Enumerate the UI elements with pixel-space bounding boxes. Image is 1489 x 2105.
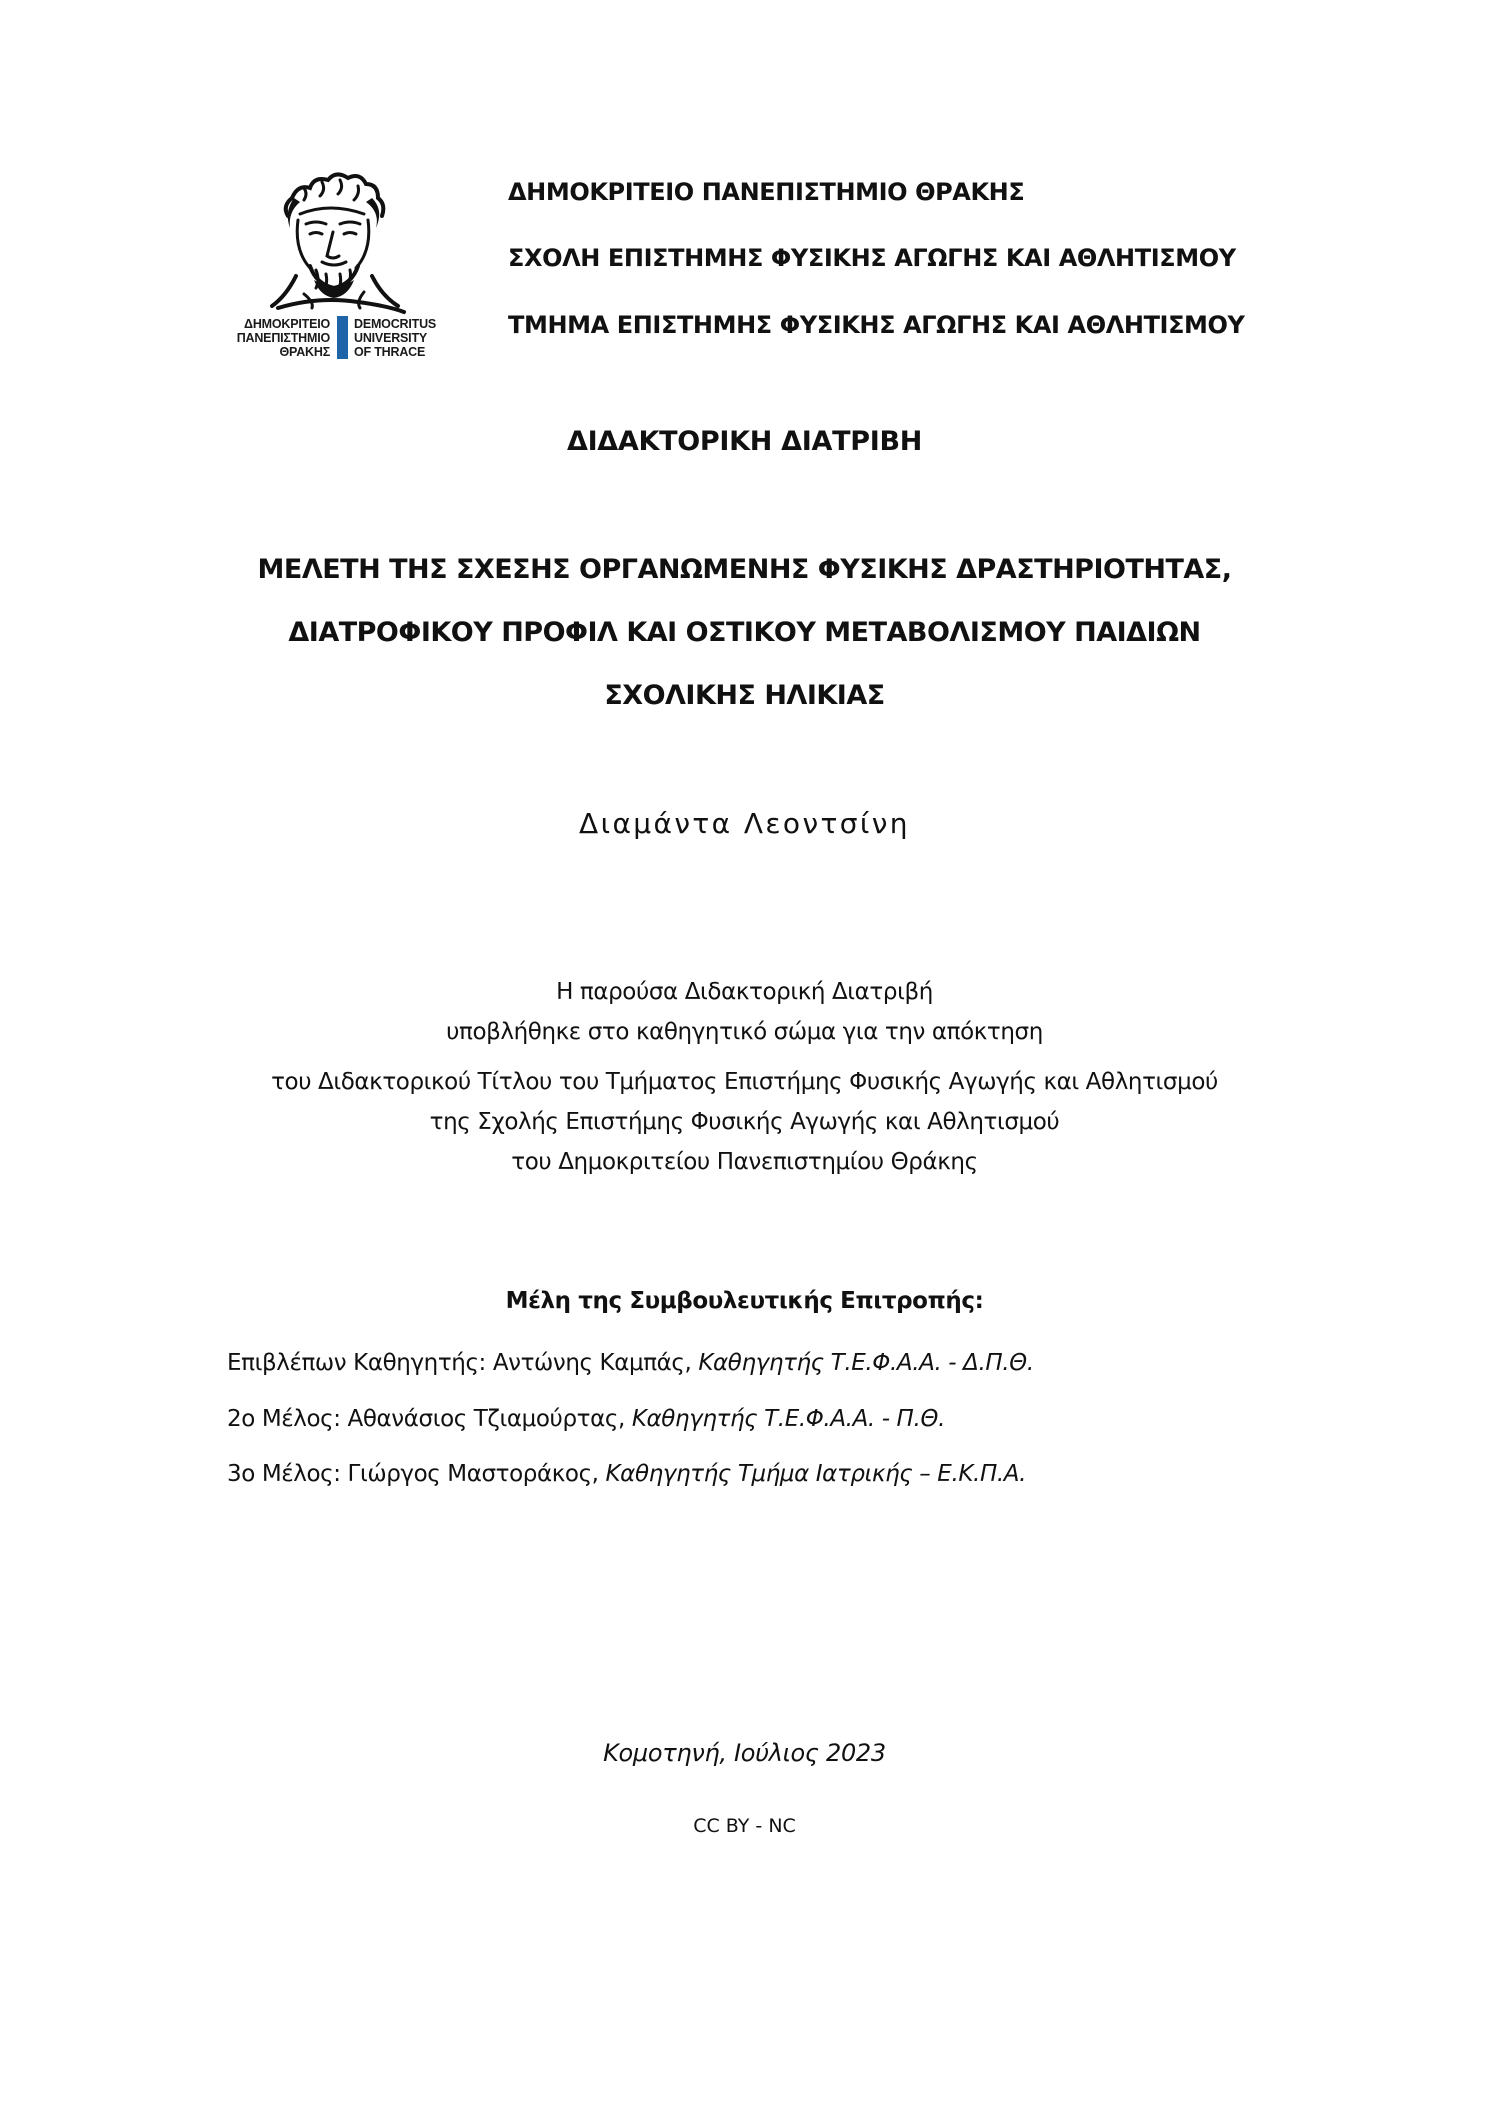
statement-line: υποβλήθηκε στο καθηγητικό σώμα για την απόκτηση [446,1019,1043,1045]
member-name: 2ο Μέλος: Αθανάσιος Τζιαμούρτας, [227,1406,632,1432]
member-name: Επιβλέπων Καθηγητής: Αντώνης Καμπάς, [227,1350,699,1376]
university-name: ΔΗΜΟΚΡΙΤΕΙΟ ΠΑΝΕΠΙΣΤΗΜΙΟ ΘΡΑΚΗΣ [508,178,1025,206]
committee-heading: Μέλη της Συμβουλευτικής Επιτροπής: [505,1288,984,1314]
logo-greek-line: ΔΗΜΟΚΡΙΤΕΙΟ [244,317,330,331]
member-role: Καθηγητής Τ.Ε.Φ.Α.Α. - Π.Θ. [631,1406,945,1432]
member-name: 3ο Μέλος: Γιώργος Μαστοράκος, [227,1461,606,1487]
logo-text-english [354,317,464,359]
department-name: ΤΜΗΜΑ ΕΠΙΣΤΗΜΗΣ ΦΥΣΙΚΗΣ ΑΓΩΓΗΣ ΚΑΙ ΑΘΛΗΤΙΣΜΟΥ [508,311,1245,339]
logo-greek-line: ΠΑΝΕΠΙΣΤΗΜΙΟ [236,331,330,345]
statement-line: του Διδακτορικού Τίτλου του Τμήματος Επιστήμης Φυσικής Αγωγής και Αθλητισμού [271,1069,1218,1095]
submission-statement [0,972,1489,1182]
title-line: ΜΕΛΕΤΗ ΤΗΣ ΣΧΕΣΗΣ ΟΡΓΑΝΩΜΕΝΗΣ ΦΥΣΙΚΗΣ ΔΡΑΣΤΗΡΙΟΤΗΤΑΣ, [257,554,1232,585]
logo-english-line: OF THRACE [354,345,426,359]
logo-english-line: UNIVERSITY [354,331,428,345]
logo-english-line: DEMOCRITUS [354,317,437,331]
place-date: Κομοτηνή, Ιούλιος 2023 [603,1739,886,1767]
author-name: Διαμάντα Λεοντσίνη [579,807,910,840]
committee-member [227,1459,1026,1489]
member-role: Καθηγητής Τμήμα Ιατρικής – Ε.Κ.Π.Α. [605,1461,1026,1487]
title-line: ΣΧΟΛΙΚΗΣ ΗΛΙΚΙΑΣ [604,680,885,711]
democritus-bust-icon [214,158,454,318]
statement-line: της Σχολής Επιστήμης Φυσικής Αγωγής και Αθλητισμού [429,1109,1060,1135]
title-line: ΔΙΑΤΡΟΦΙΚΟΥ ΠΡΟΦΙΛ ΚΑΙ ΟΣΤΙΚΟΥ ΜΕΤΑΒΟΛΙΣΜΟΥ ΠΑΙΔΙΩΝ [288,617,1201,648]
logo-greek-line: ΘΡΑΚΗΣ [279,345,330,359]
statement-line: του Δημοκριτείου Πανεπιστημίου Θράκης [511,1149,978,1175]
school-name: ΣΧΟΛΗ ΕΠΙΣΤΗΜΗΣ ΦΥΣΙΚΗΣ ΑΓΩΓΗΣ ΚΑΙ ΑΘΛΗΤΙΣΜΟΥ [508,244,1236,272]
statement-line: Η παρούσα Διδακτορική Διατριβή [556,979,933,1005]
document-type: ΔΙΔΑΚΤΟΡΙΚΗ ΔΙΑΤΡΙΒΗ [566,426,923,457]
committee-member [227,1348,1034,1378]
member-role: Καθηγητής Τ.Ε.Φ.Α.Α. - Δ.Π.Θ. [698,1350,1034,1376]
logo-divider-bar [337,316,348,359]
logo-text-greek [218,317,330,359]
license-text: CC BY - NC [693,1815,796,1837]
thesis-title [0,538,1489,727]
committee-member [227,1404,945,1434]
